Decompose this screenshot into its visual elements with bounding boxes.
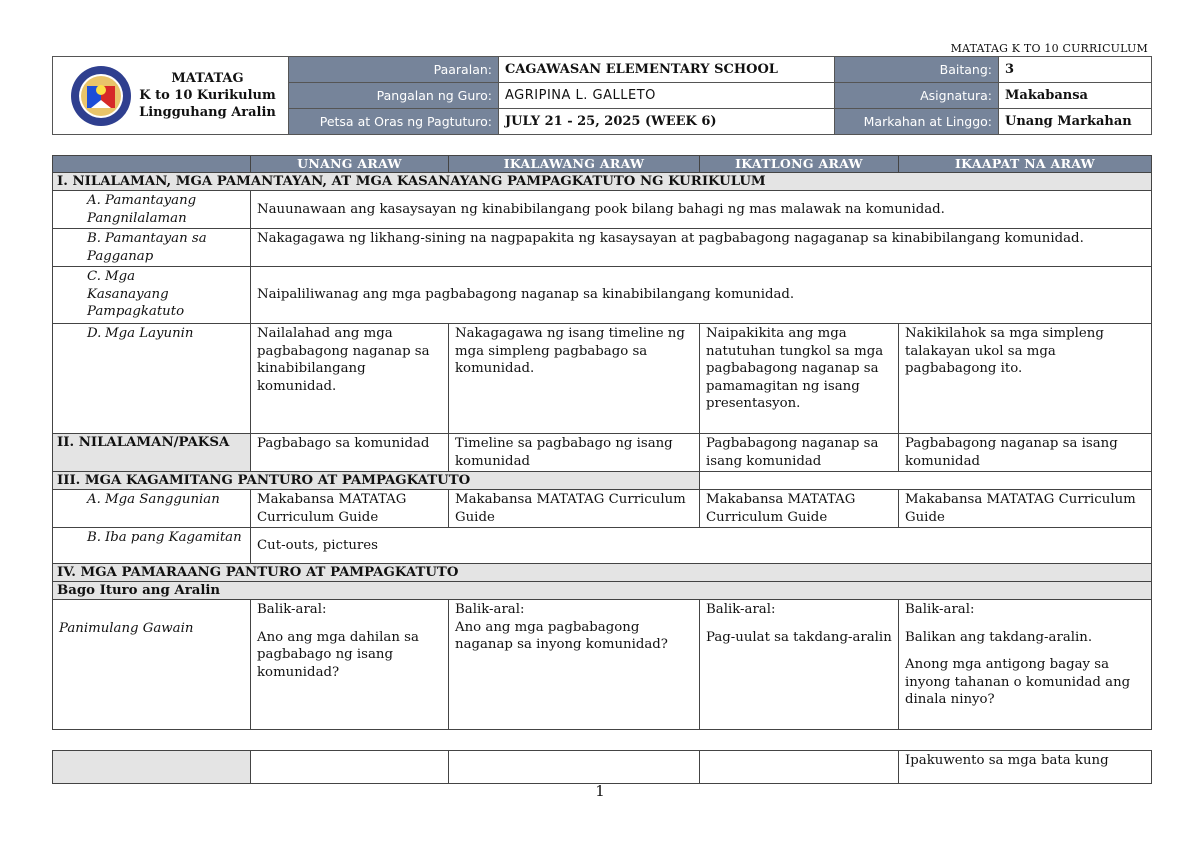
- markahan-label: Markahan at Linggo:: [835, 109, 999, 135]
- panimulang-day-3-body: Pag-uulat sa takdang-aralin: [706, 629, 892, 645]
- panimulang-day-2-body: Ano ang mga pagbabagong naganap sa inyong komunidad?: [455, 619, 668, 652]
- markahan-value: Unang Markahan: [999, 109, 1152, 135]
- header-title-line3: Lingguhang Aralin: [139, 105, 276, 120]
- panimulang-day-3: [700, 600, 899, 730]
- iba-pang-kagamitan-label: B. Iba pang Kagamitan: [53, 528, 251, 564]
- day-2-header: IKALAWANG ARAW: [449, 156, 700, 173]
- section-4-subtitle: Bago Ituro ang Aralin: [53, 582, 1152, 600]
- guro-label: Pangalan ng Guro:: [289, 83, 499, 109]
- header-logo-cell: [53, 57, 289, 135]
- continuation-day-2: [449, 751, 700, 784]
- header-title-line1: MATATAG: [171, 71, 244, 86]
- paksa-day-4: Pagbabagong naganap sa isang komunidad: [899, 434, 1152, 472]
- lesson-plan-table: [52, 155, 1152, 730]
- section-2-title: II. NILALAMAN/PAKSA: [53, 434, 251, 472]
- panimulang-day-4-head: Balik-aral:: [905, 602, 975, 617]
- mga-layunin-label: D. Mga Layunin: [53, 324, 251, 434]
- sanggunian-day-3: Makabansa MATATAG Curriculum Guide: [700, 490, 899, 528]
- section-4-title: IV. MGA PAMARAANG PANTURO AT PAMPAGKATUTO: [53, 564, 1152, 582]
- pamantayan-sa-pagganap-label: B. Pamantayan sa Pagganap: [53, 229, 251, 267]
- day-1-header: UNANG ARAW: [251, 156, 449, 173]
- panimulang-day-1: [251, 600, 449, 730]
- header-table: [52, 56, 1152, 135]
- curriculum-label: MATATAG K TO 10 CURRICULUM: [950, 42, 1148, 55]
- iba-pang-kagamitan-text: Cut-outs, pictures: [251, 528, 1152, 564]
- panimulang-day-1-body: Ano ang mga dahilan sa pagbabago ng isang komunidad?: [257, 629, 419, 680]
- header-corner: [53, 156, 251, 173]
- continuation-table: [52, 750, 1152, 784]
- asignatura-value: Makabansa: [999, 83, 1152, 109]
- pamantayang-pangnilalaman-text: Nauunawaan ang kasaysayan ng kinabibilangang pook bilang bahagi ng mas malawak na komunidad.: [251, 191, 1152, 229]
- mga-sanggunian-label: A. Mga Sanggunian: [53, 490, 251, 528]
- pamantayang-pangnilalaman-label: A. Pamantayang Pangnilalaman: [53, 191, 251, 229]
- mga-kasanayang-text: Naipaliliwanag ang mga pagbabagong naganap sa kinabibilangang komunidad.: [251, 267, 1152, 324]
- panimulang-day-1-head: Balik-aral:: [257, 602, 327, 617]
- mga-kasanayang-label: C. Mga Kasanayang Pampagkatuto: [53, 267, 251, 324]
- paaralan-label: Paaralan:: [289, 57, 499, 83]
- panimulang-day-4-body1: Balikan ang takdang-aralin.: [905, 629, 1093, 645]
- layunin-day-1: Nailalahad ang mga pagbabagong naganap sa kinabibilangang komunidad.: [251, 324, 449, 434]
- paksa-day-1: Pagbabago sa komunidad: [251, 434, 449, 472]
- continuation-day-1: [251, 751, 449, 784]
- panimulang-gawain-label: Panimulang Gawain: [53, 600, 251, 730]
- panimulang-day-4-body2: Anong mga antigong bagay sa inyong tahanan o komunidad ang dinala ninyo?: [905, 657, 1131, 707]
- paksa-day-2: Timeline sa pagbabago ng isang komunidad: [449, 434, 700, 472]
- asignatura-label: Asignatura:: [835, 83, 999, 109]
- panimulang-day-3-head: Balik-aral:: [706, 602, 776, 617]
- day-3-header: IKATLONG ARAW: [700, 156, 899, 173]
- days-header-row: [53, 156, 1152, 173]
- layunin-day-4: Nakikilahok sa mga simpleng talakayan ukol sa mga pagbabagong ito.: [899, 324, 1152, 434]
- petsa-label: Petsa at Oras ng Pagtuturo:: [289, 109, 499, 135]
- baitang-label: Baitang:: [835, 57, 999, 83]
- section-1-title: I. NILALAMAN, MGA PAMANTAYAN, AT MGA KASANAYANG PAMPAGKATUTO NG KURIKULUM: [53, 173, 1152, 191]
- guro-value: AGRIPINA L. GALLETO: [499, 83, 835, 109]
- pamantayan-sa-pagganap-text: Nakagagawa ng likhang-sining na nagpapakita ng kasaysayan at pagbabagong nagaganap sa kinabibilangang komunidad.: [251, 229, 1152, 267]
- section-3-title: III. MGA KAGAMITANG PANTURO AT PAMPAGKATUTO: [53, 472, 700, 490]
- header-title-line2: K to 10 Kurikulum: [139, 88, 276, 103]
- sanggunian-day-1: Makabansa MATATAG Curriculum Guide: [251, 490, 449, 528]
- paaralan-value: CAGAWASAN ELEMENTARY SCHOOL: [499, 57, 835, 83]
- sanggunian-day-2: Makabansa MATATAG Curriculum Guide: [449, 490, 700, 528]
- petsa-value: JULY 21 - 25, 2025 (WEEK 6): [499, 109, 835, 135]
- panimulang-day-4: [899, 600, 1152, 730]
- layunin-day-3: Naipakikita ang mga natutuhan tungkol sa mga pagbabagong naganap sa pamamagitan ng isang presentasyon.: [700, 324, 899, 434]
- layunin-day-2: Nakagagawa ng isang timeline ng mga simpleng pagbabago sa komunidad.: [449, 324, 700, 434]
- paksa-day-3: Pagbabagong naganap sa isang komunidad: [700, 434, 899, 472]
- panimulang-day-2: [449, 600, 700, 730]
- deped-seal-icon: [69, 64, 133, 128]
- continuation-label-cell: [53, 751, 251, 784]
- section-3-blank: [700, 472, 1152, 490]
- page-number: 1: [595, 782, 605, 800]
- day-4-header: IKAAPAT NA ARAW: [899, 156, 1152, 173]
- panimulang-day-2-head: Balik-aral:: [455, 602, 525, 617]
- baitang-value: 3: [999, 57, 1152, 83]
- continuation-day-4: Ipakuwento sa mga bata kung: [899, 751, 1152, 784]
- sanggunian-day-4: Makabansa MATATAG Curriculum Guide: [899, 490, 1152, 528]
- continuation-day-3: [700, 751, 899, 784]
